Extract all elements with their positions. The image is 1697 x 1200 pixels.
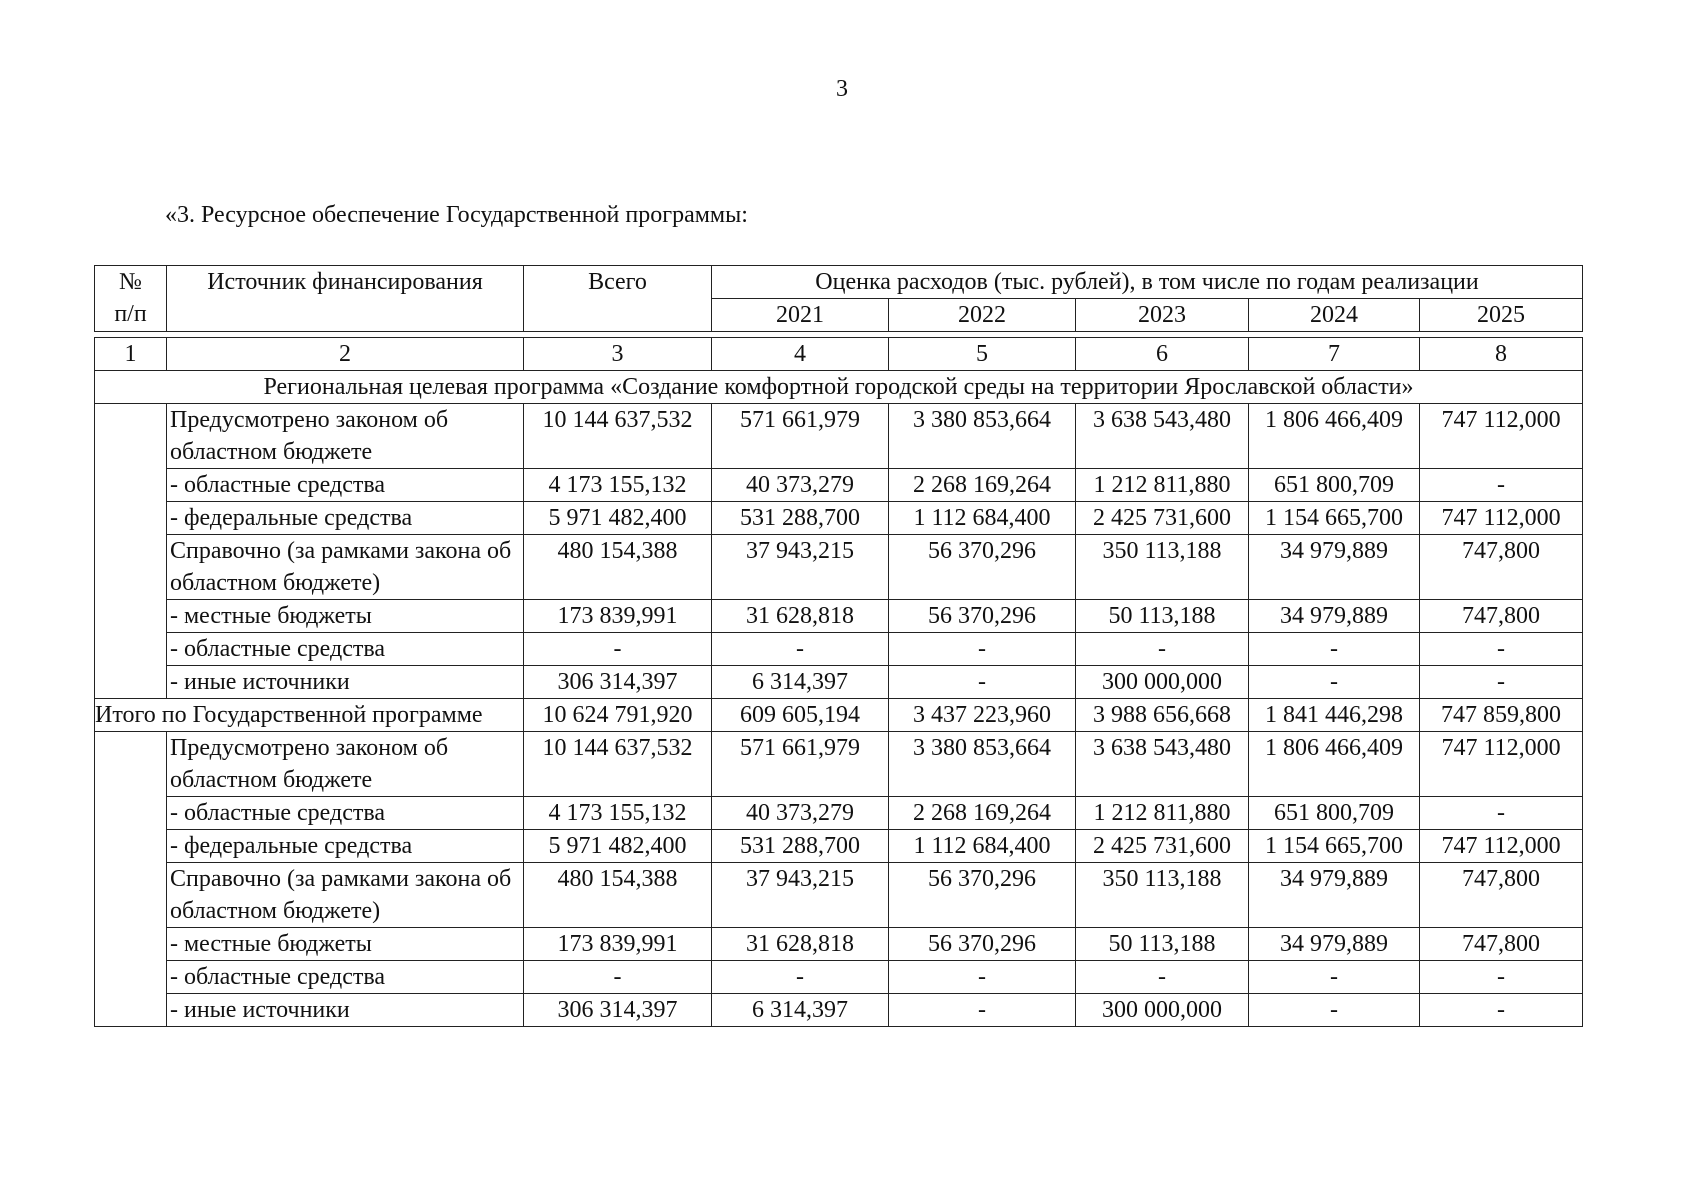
value-cell: - <box>889 666 1076 699</box>
value-cell: 4 173 155,132 <box>524 469 712 502</box>
column-number: 1 <box>95 338 167 371</box>
value-cell: 306 314,397 <box>524 994 712 1027</box>
value-cell: - <box>1420 961 1583 994</box>
row-label: - федеральные средства <box>167 502 524 535</box>
table-row <box>95 404 1583 469</box>
header-source: Источник финансирования <box>167 266 524 332</box>
total-value-cell: 747 859,800 <box>1420 699 1583 732</box>
header-year: 2022 <box>889 299 1076 332</box>
total-value-cell: 3 437 223,960 <box>889 699 1076 732</box>
value-cell: 747 112,000 <box>1420 404 1583 469</box>
value-cell: 37 943,215 <box>712 535 889 600</box>
value-cell: 56 370,296 <box>889 600 1076 633</box>
value-cell: - <box>1420 469 1583 502</box>
row-label: - местные бюджеты <box>167 600 524 633</box>
value-cell: 747,800 <box>1420 600 1583 633</box>
value-cell: - <box>889 994 1076 1027</box>
table-row <box>95 928 1583 961</box>
resource-table <box>94 265 1583 1027</box>
value-cell: 747,800 <box>1420 863 1583 928</box>
program-title-row <box>95 371 1583 404</box>
row-label: - областные средства <box>167 961 524 994</box>
header-year: 2021 <box>712 299 889 332</box>
value-cell: 571 661,979 <box>712 404 889 469</box>
value-cell: 4 173 155,132 <box>524 797 712 830</box>
value-cell: 40 373,279 <box>712 797 889 830</box>
value-cell: 37 943,215 <box>712 863 889 928</box>
value-cell: 50 113,188 <box>1076 600 1249 633</box>
row-label: - областные средства <box>167 633 524 666</box>
value-cell: 747,800 <box>1420 535 1583 600</box>
table-row <box>95 633 1583 666</box>
value-cell: 34 979,889 <box>1249 600 1420 633</box>
column-number: 3 <box>524 338 712 371</box>
header-year: 2025 <box>1420 299 1583 332</box>
row-label: - федеральные средства <box>167 830 524 863</box>
value-cell: 3 638 543,480 <box>1076 404 1249 469</box>
value-cell: 2 425 731,600 <box>1076 502 1249 535</box>
value-cell: - <box>524 633 712 666</box>
value-cell: 480 154,388 <box>524 863 712 928</box>
row-label: - местные бюджеты <box>167 928 524 961</box>
value-cell: 1 212 811,880 <box>1076 797 1249 830</box>
value-cell: 34 979,889 <box>1249 535 1420 600</box>
column-number: 5 <box>889 338 1076 371</box>
column-number: 2 <box>167 338 524 371</box>
column-number: 8 <box>1420 338 1583 371</box>
value-cell: - <box>889 633 1076 666</box>
value-cell: 6 314,397 <box>712 666 889 699</box>
value-cell: 50 113,188 <box>1076 928 1249 961</box>
value-cell: 1 112 684,400 <box>889 830 1076 863</box>
total-value-cell: 10 624 791,920 <box>524 699 712 732</box>
value-cell: 6 314,397 <box>712 994 889 1027</box>
value-cell: 747 112,000 <box>1420 502 1583 535</box>
value-cell: 300 000,000 <box>1076 994 1249 1027</box>
table-row <box>95 994 1583 1027</box>
value-cell: 10 144 637,532 <box>524 404 712 469</box>
value-cell: 56 370,296 <box>889 863 1076 928</box>
value-cell: 2 268 169,264 <box>889 469 1076 502</box>
value-cell: 10 144 637,532 <box>524 732 712 797</box>
value-cell: 31 628,818 <box>712 928 889 961</box>
value-cell: 3 638 543,480 <box>1076 732 1249 797</box>
value-cell: - <box>712 961 889 994</box>
row-label: - иные источники <box>167 666 524 699</box>
column-number: 7 <box>1249 338 1420 371</box>
row-label: Предусмотрено законом об областном бюджете <box>167 732 524 797</box>
table-row <box>95 863 1583 928</box>
value-cell: 56 370,296 <box>889 535 1076 600</box>
value-cell: 5 971 482,400 <box>524 830 712 863</box>
value-cell: - <box>1420 666 1583 699</box>
value-cell: 350 113,188 <box>1076 535 1249 600</box>
row-label: Справочно (за рамками закона об областном бюджете) <box>167 535 524 600</box>
table-row <box>95 469 1583 502</box>
value-cell: - <box>1249 633 1420 666</box>
column-numbers-row <box>95 338 1583 371</box>
value-cell: - <box>524 961 712 994</box>
header-year: 2023 <box>1076 299 1249 332</box>
table-row <box>95 535 1583 600</box>
header-num: № п/п <box>95 266 167 332</box>
table-row <box>95 961 1583 994</box>
value-cell: 2 268 169,264 <box>889 797 1076 830</box>
page-number: 3 <box>836 76 848 102</box>
total-value-cell: 1 841 446,298 <box>1249 699 1420 732</box>
value-cell: - <box>1420 633 1583 666</box>
row-label: Справочно (за рамками закона об областном бюджете) <box>167 863 524 928</box>
table-row <box>95 666 1583 699</box>
table-row <box>95 797 1583 830</box>
table-row <box>95 732 1583 797</box>
header-year: 2024 <box>1249 299 1420 332</box>
row-label: - областные средства <box>167 469 524 502</box>
row-label: Предусмотрено законом об областном бюджете <box>167 404 524 469</box>
value-cell: 747,800 <box>1420 928 1583 961</box>
value-cell: - <box>1420 994 1583 1027</box>
value-cell: 34 979,889 <box>1249 928 1420 961</box>
value-cell: 173 839,991 <box>524 928 712 961</box>
value-cell: 1 112 684,400 <box>889 502 1076 535</box>
value-cell: 31 628,818 <box>712 600 889 633</box>
total-value-cell: 609 605,194 <box>712 699 889 732</box>
value-cell: - <box>712 633 889 666</box>
value-cell: - <box>1420 797 1583 830</box>
header-row <box>95 266 1583 299</box>
value-cell: 40 373,279 <box>712 469 889 502</box>
value-cell: 1 154 665,700 <box>1249 830 1420 863</box>
value-cell: 306 314,397 <box>524 666 712 699</box>
value-cell: 3 380 853,664 <box>889 732 1076 797</box>
value-cell: 747 112,000 <box>1420 732 1583 797</box>
value-cell: - <box>1249 666 1420 699</box>
table-row <box>95 830 1583 863</box>
value-cell: 1 806 466,409 <box>1249 404 1420 469</box>
column-number: 6 <box>1076 338 1249 371</box>
value-cell: 300 000,000 <box>1076 666 1249 699</box>
section-title: «3. Ресурсное обеспечение Государственной программы: <box>165 202 748 228</box>
table-row <box>95 502 1583 535</box>
total-label: Итого по Государственной программе <box>95 699 524 732</box>
num-cell <box>95 732 167 1027</box>
value-cell: 1 806 466,409 <box>1249 732 1420 797</box>
value-cell: 34 979,889 <box>1249 863 1420 928</box>
value-cell: 5 971 482,400 <box>524 502 712 535</box>
column-number: 4 <box>712 338 889 371</box>
value-cell: 56 370,296 <box>889 928 1076 961</box>
value-cell: 651 800,709 <box>1249 469 1420 502</box>
value-cell: 571 661,979 <box>712 732 889 797</box>
row-label: - областные средства <box>167 797 524 830</box>
value-cell: 2 425 731,600 <box>1076 830 1249 863</box>
num-cell <box>95 404 167 699</box>
value-cell: 531 288,700 <box>712 830 889 863</box>
header-total: Всего <box>524 266 712 332</box>
value-cell: 173 839,991 <box>524 600 712 633</box>
value-cell: - <box>1249 961 1420 994</box>
value-cell: 1 212 811,880 <box>1076 469 1249 502</box>
value-cell: - <box>889 961 1076 994</box>
value-cell: 651 800,709 <box>1249 797 1420 830</box>
table-row <box>95 600 1583 633</box>
value-cell: 3 380 853,664 <box>889 404 1076 469</box>
value-cell: - <box>1076 633 1249 666</box>
value-cell: 480 154,388 <box>524 535 712 600</box>
total-row <box>95 699 1583 732</box>
total-value-cell: 3 988 656,668 <box>1076 699 1249 732</box>
value-cell: 747 112,000 <box>1420 830 1583 863</box>
value-cell: 350 113,188 <box>1076 863 1249 928</box>
value-cell: - <box>1076 961 1249 994</box>
value-cell: 531 288,700 <box>712 502 889 535</box>
value-cell: - <box>1249 994 1420 1027</box>
program-title: Региональная целевая программа «Создание комфортной городской среды на территории Ярославской области» <box>95 371 1583 404</box>
header-estimate: Оценка расходов (тыс. рублей), в том числе по годам реализации <box>712 266 1583 299</box>
value-cell: 1 154 665,700 <box>1249 502 1420 535</box>
row-label: - иные источники <box>167 994 524 1027</box>
